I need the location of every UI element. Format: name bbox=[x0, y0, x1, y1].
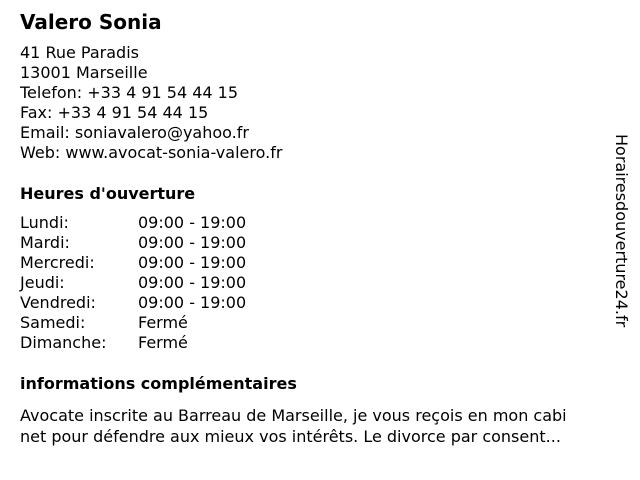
additional-info-heading: informations complémentaires bbox=[20, 374, 297, 393]
hours-row bbox=[20, 293, 246, 313]
hours-time: 09:00 - 19:00 bbox=[138, 233, 247, 252]
opening-hours-heading: Heures d'ouverture bbox=[20, 184, 196, 203]
info-line: net pour défendre aux mieux vos intérêts. Le divorce par consent... bbox=[20, 427, 561, 446]
hours-row bbox=[20, 213, 246, 233]
watermark-text: Horairesdouverture24.fr bbox=[612, 134, 631, 328]
fax-line: Fax: +33 4 91 54 44 15 bbox=[20, 103, 209, 122]
hours-day: Jeudi: bbox=[20, 273, 65, 292]
hours-row bbox=[20, 273, 246, 293]
hours-day: Lundi: bbox=[20, 213, 69, 232]
hours-day: Samedi: bbox=[20, 313, 86, 332]
hours-row bbox=[20, 233, 246, 253]
additional-info-text bbox=[20, 405, 620, 447]
hours-time: Fermé bbox=[138, 333, 188, 352]
hours-day: Mercredi: bbox=[20, 253, 95, 272]
hours-row bbox=[20, 333, 246, 353]
hours-day: Dimanche: bbox=[20, 333, 107, 352]
business-name: Valero Sonia bbox=[20, 10, 162, 34]
hours-row bbox=[20, 253, 246, 273]
hours-time: 09:00 - 19:00 bbox=[138, 213, 247, 232]
email-line: Email: soniavalero@yahoo.fr bbox=[20, 123, 249, 142]
opening-hours-list bbox=[20, 213, 246, 353]
info-line: Avocate inscrite au Barreau de Marseille, je vous reçois en mon cabi bbox=[20, 406, 567, 425]
hours-time: 09:00 - 19:00 bbox=[138, 273, 247, 292]
web-line: Web: www.avocat-sonia-valero.fr bbox=[20, 143, 283, 162]
watermark bbox=[606, 134, 636, 370]
hours-day: Vendredi: bbox=[20, 293, 96, 312]
hours-time: 09:00 - 19:00 bbox=[138, 253, 247, 272]
contact-block bbox=[20, 43, 282, 163]
phone-line: Telefon: +33 4 91 54 44 15 bbox=[20, 83, 239, 102]
hours-time: 09:00 - 19:00 bbox=[138, 293, 247, 312]
street-address: 41 Rue Paradis bbox=[20, 43, 139, 62]
hours-time: Fermé bbox=[138, 313, 188, 332]
city-address: 13001 Marseille bbox=[20, 63, 148, 82]
hours-day: Mardi: bbox=[20, 233, 70, 252]
hours-row bbox=[20, 313, 246, 333]
